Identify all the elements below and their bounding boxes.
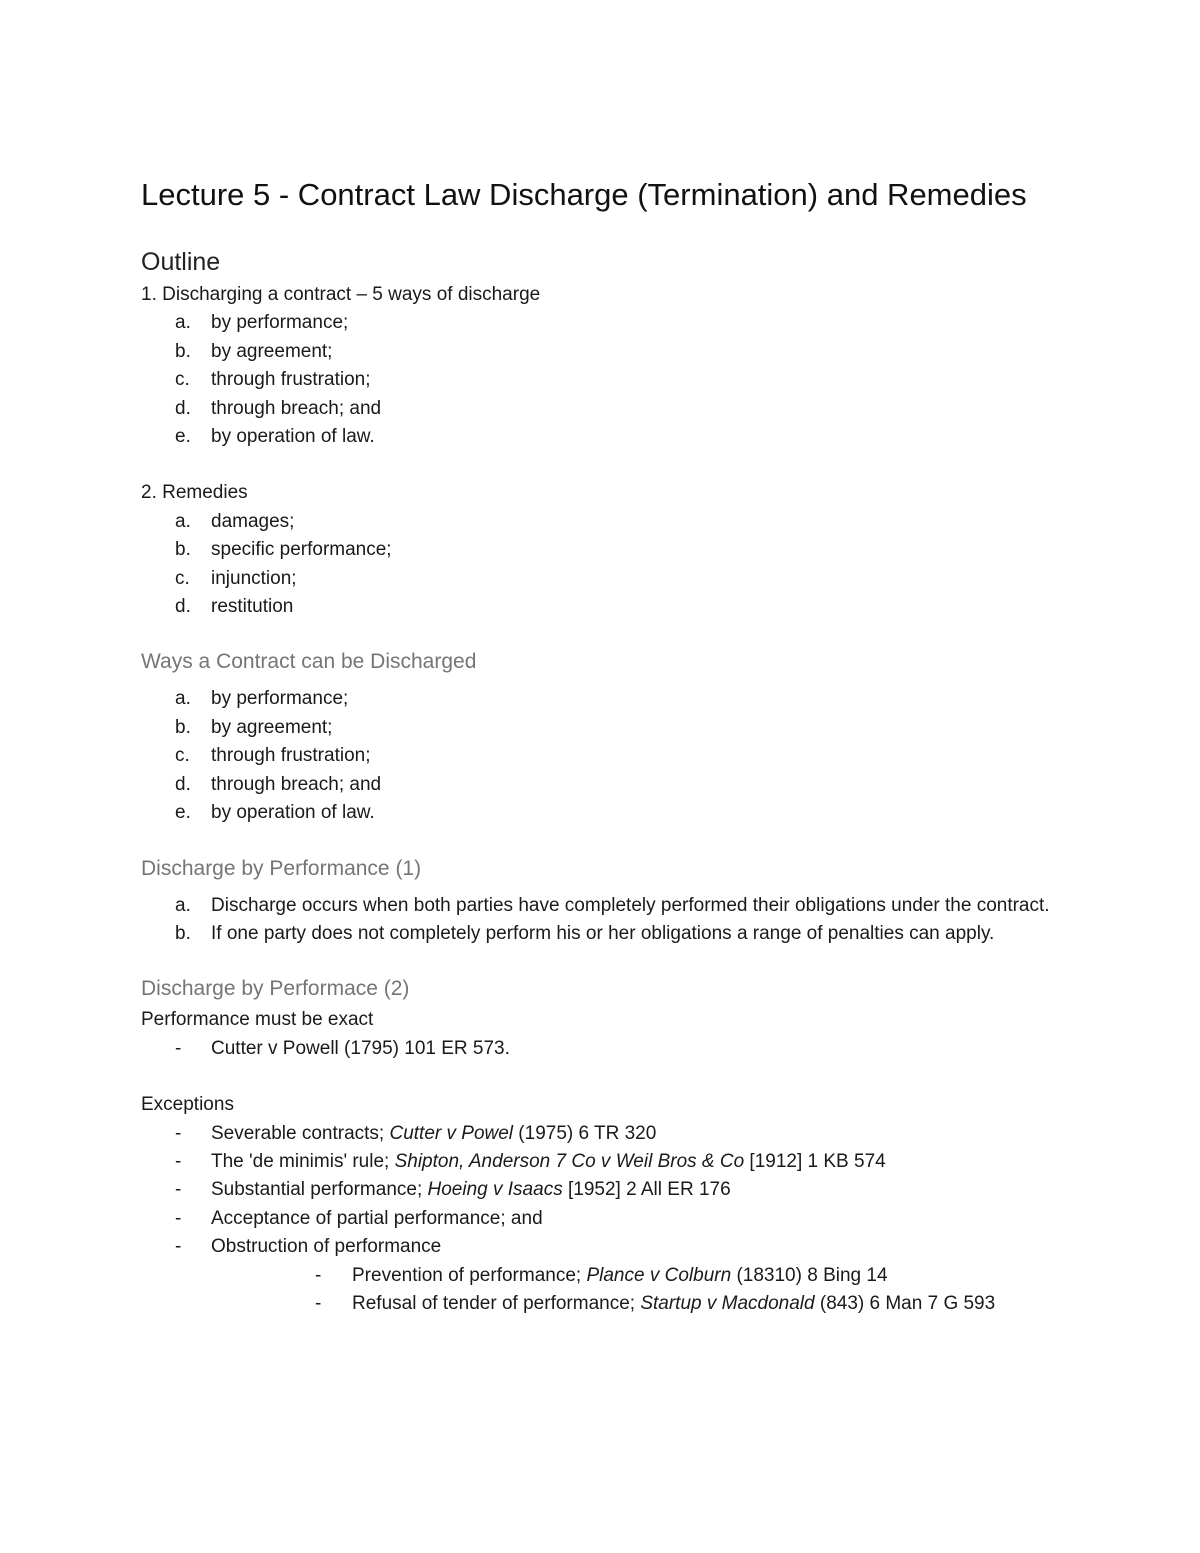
exceptions-list	[141, 1120, 1061, 1319]
list-marker: a.	[175, 510, 191, 532]
case-name: Startup v Macdonald	[640, 1292, 815, 1314]
exceptions-heading: Exceptions	[141, 1094, 234, 1116]
list-item: - Substantial performance; Hoeing v Isaacs [1952] 2 All ER 176	[141, 1176, 1061, 1204]
list-item: d. through breach; and	[141, 771, 1061, 799]
list-item: e. by operation of law.	[141, 423, 1061, 451]
list-item: a. by performance;	[141, 309, 1061, 337]
performance-exact-text: Performance must be exact	[141, 1009, 374, 1031]
list-item: b. by agreement;	[141, 338, 1061, 366]
list-marker: e.	[175, 802, 191, 824]
outline-item-1-list	[141, 309, 1061, 451]
list-marker: e.	[175, 426, 191, 448]
list-marker: -	[315, 1292, 322, 1314]
list-marker: b.	[175, 716, 191, 738]
list-item: d. through breach; and	[141, 395, 1061, 423]
list-marker: c.	[175, 567, 190, 589]
list-marker: b.	[175, 539, 191, 561]
list-marker: d.	[175, 773, 191, 795]
outline-item-1: 1. Discharging a contract – 5 ways of discharge	[141, 284, 541, 305]
outline-item-2: 2. Remedies	[141, 482, 248, 504]
list-item: c. through frustration;	[141, 742, 1061, 770]
document-body	[141, 172, 1061, 1318]
case-name: Plance v Colburn	[586, 1264, 732, 1286]
case-name: Shipton, Anderson 7 Co v Weil Bros & Co	[394, 1150, 745, 1172]
list-marker: a.	[175, 688, 191, 710]
outline-heading: Outline	[141, 248, 221, 276]
list-item: - Cutter v Powell (1795) 101 ER 573.	[141, 1035, 1061, 1063]
performance-1-heading: Discharge by Performance (1)	[141, 856, 422, 880]
case-name: Hoeing v Isaacs	[427, 1179, 563, 1201]
list-marker: b.	[175, 922, 191, 944]
case-name: Cutter v Powel	[389, 1122, 514, 1144]
list-marker: a.	[175, 894, 191, 916]
list-item: a. damages;	[141, 508, 1061, 536]
list-item: d. restitution	[141, 593, 1061, 621]
list-item: - Acceptance of partial performance; and	[141, 1205, 1061, 1233]
list-item: - Refusal of tender of performance; Startup v Macdonald (843) 6 Man 7 G 593	[211, 1290, 1061, 1318]
list-marker: -	[175, 1207, 182, 1229]
list-marker: -	[175, 1236, 182, 1258]
ways-heading: Ways a Contract can be Discharged	[141, 650, 477, 674]
list-marker: -	[175, 1150, 182, 1172]
performance-2-heading: Discharge by Performace (2)	[141, 977, 410, 1001]
list-marker: -	[175, 1037, 182, 1059]
list-item: b. specific performance;	[141, 536, 1061, 564]
list-item: - Obstruction of performance - Prevention of performance; Plance v Colburn (18310) 8 Bing 14 - Refusal of tender of performance; Startup v Macdonald (843) 6 Man 7 G 593	[141, 1233, 1061, 1318]
list-item: - The 'de minimis' rule; Shipton, Anderson 7 Co v Weil Bros & Co [1912] 1 KB 574	[141, 1148, 1061, 1176]
list-item: - Prevention of performance; Plance v Colburn (18310) 8 Bing 14	[211, 1262, 1061, 1290]
performance-1-list	[141, 892, 1061, 949]
list-marker: -	[175, 1179, 182, 1201]
list-marker: c.	[175, 369, 190, 391]
obstruction-sublist	[211, 1262, 1061, 1319]
list-marker: -	[315, 1264, 322, 1286]
document-title: Lecture 5 - Contract Law Discharge (Termination) and Remedies	[141, 177, 1027, 212]
performance-exact-list	[141, 1035, 1061, 1063]
list-marker: c.	[175, 745, 190, 767]
list-item: b. If one party does not completely perform his or her obligations a range of penalties can apply.	[141, 920, 1061, 948]
list-item: a. Discharge occurs when both parties have completely performed their obligations under the contract.	[141, 892, 1061, 920]
list-marker: d.	[175, 596, 191, 618]
ways-list	[141, 685, 1061, 827]
outline-item-2-list	[141, 508, 1061, 622]
list-marker: b.	[175, 340, 191, 362]
list-marker: d.	[175, 397, 191, 419]
list-item: a. by performance;	[141, 685, 1061, 713]
list-item: - Severable contracts; Cutter v Powel (1975) 6 TR 320	[141, 1120, 1061, 1148]
list-marker: a.	[175, 312, 191, 334]
list-item: e. by operation of law.	[141, 799, 1061, 827]
list-item: b. by agreement;	[141, 714, 1061, 742]
list-marker: -	[175, 1122, 182, 1144]
list-item: c. injunction;	[141, 565, 1061, 593]
list-item: c. through frustration;	[141, 366, 1061, 394]
